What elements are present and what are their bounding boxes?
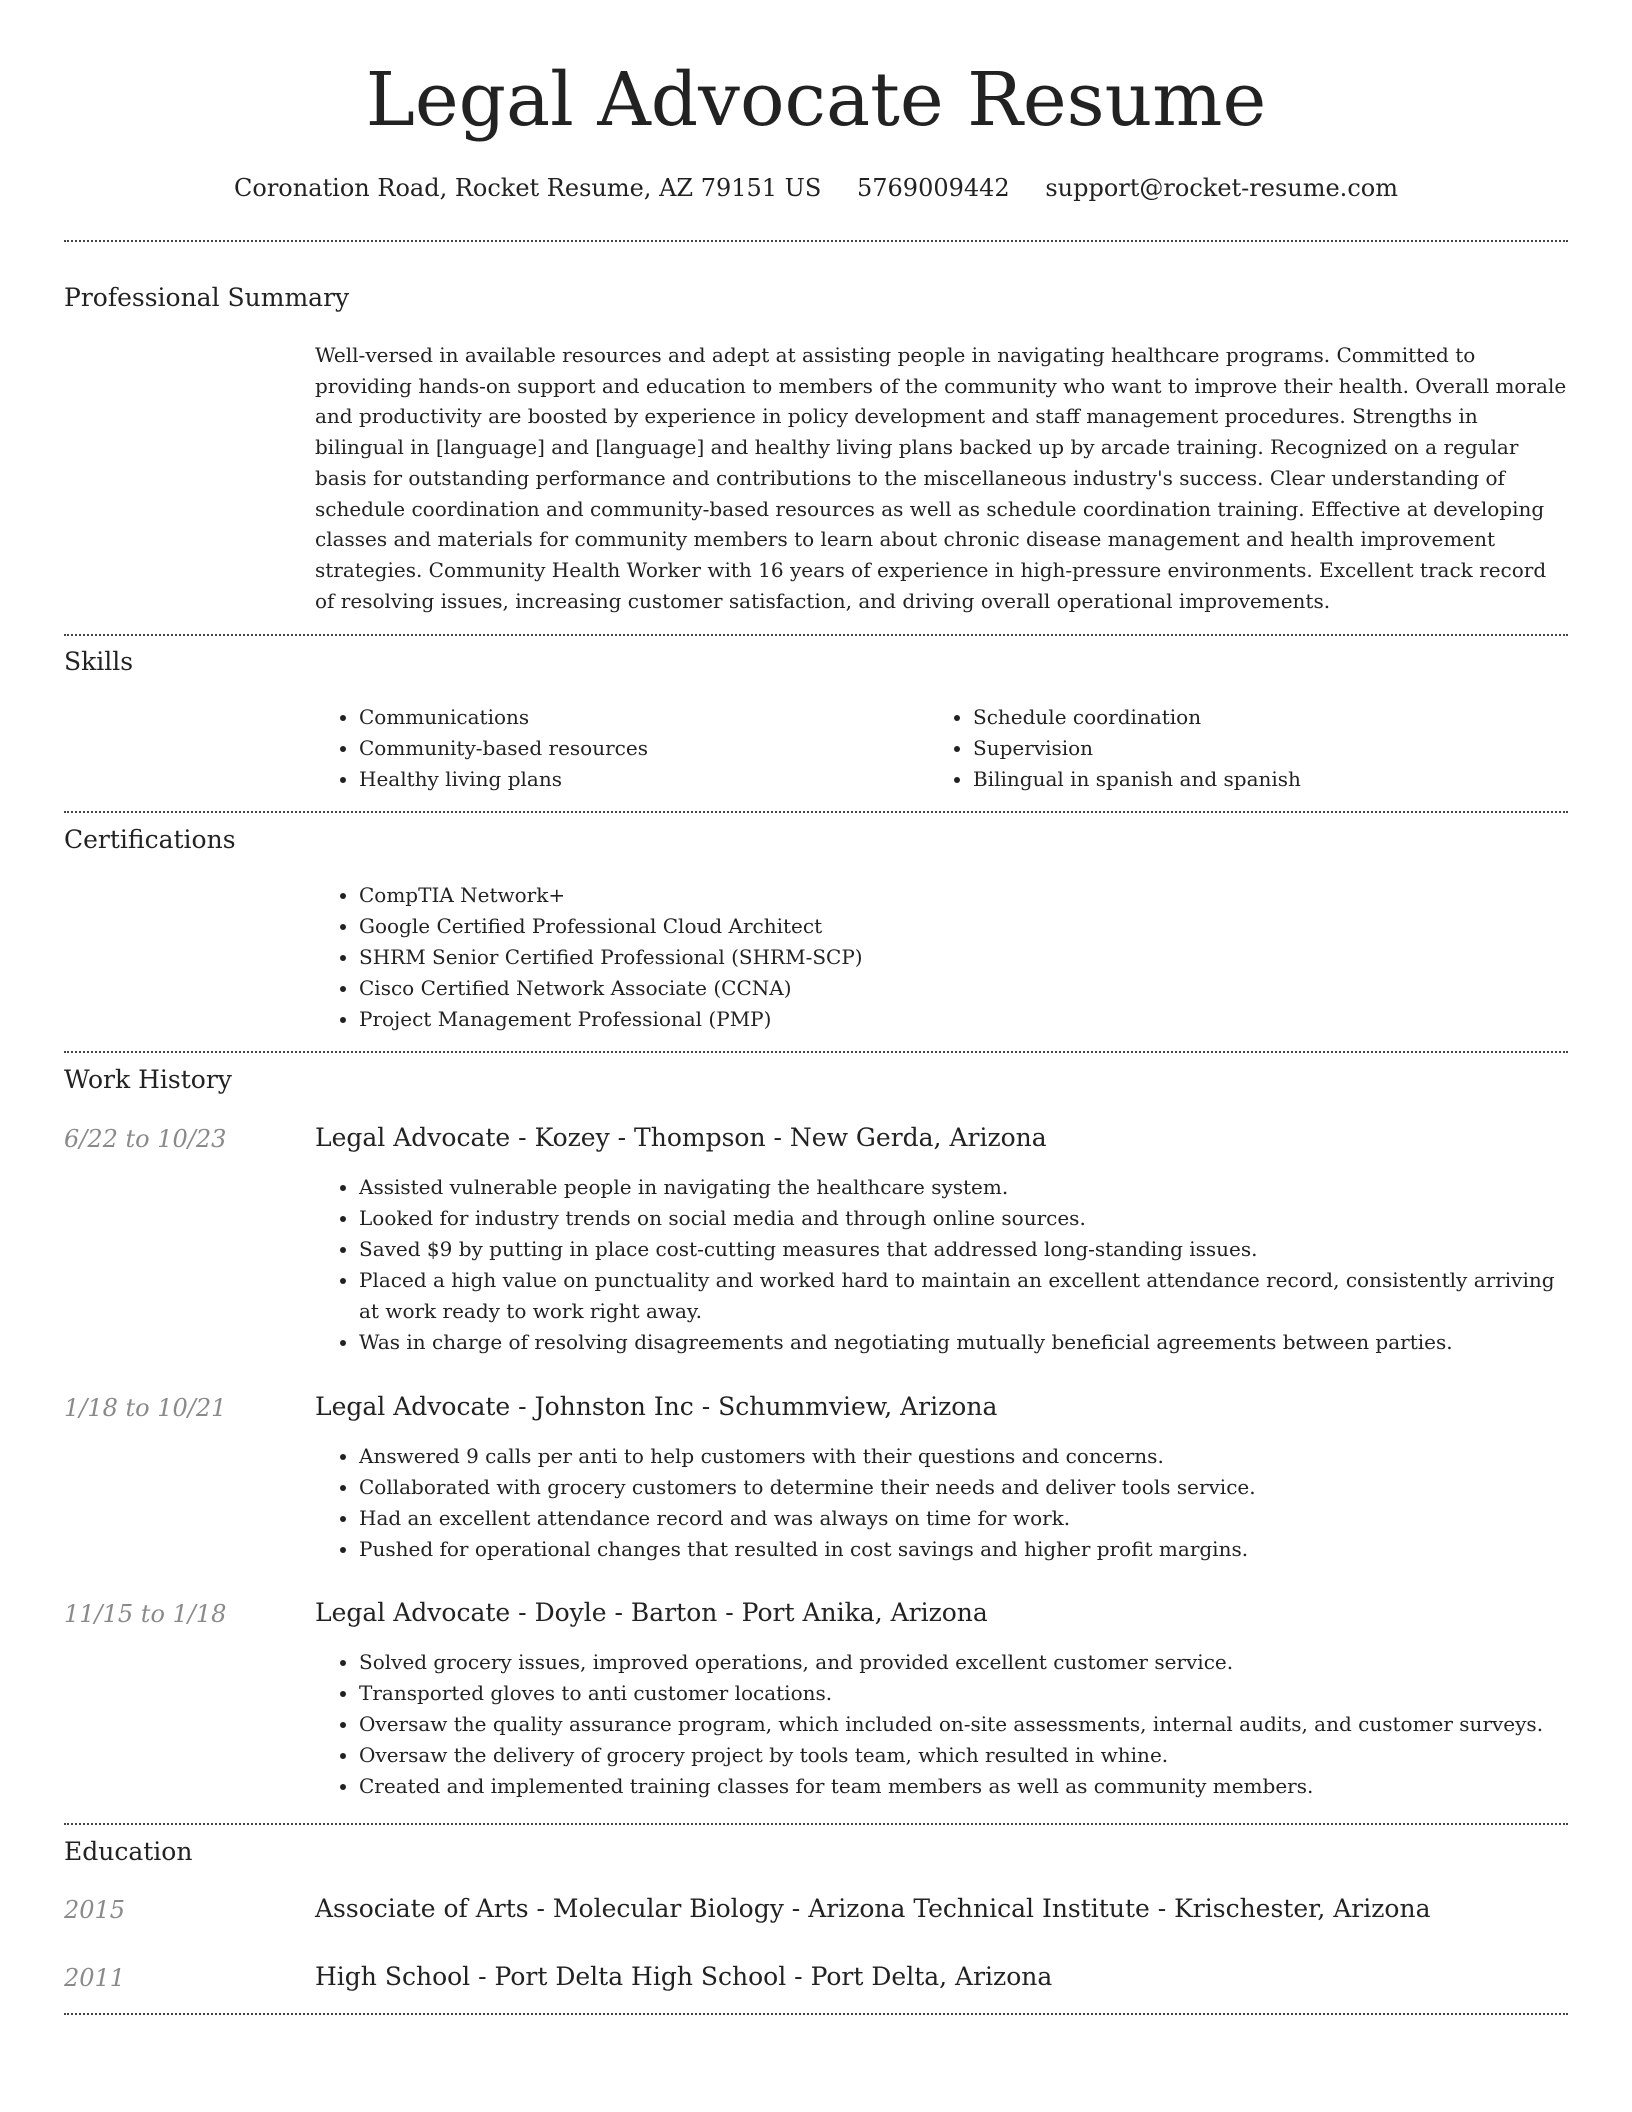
summary-heading: Professional Summary xyxy=(64,283,350,312)
job-bullets xyxy=(315,1441,1568,1565)
job-bullet: • Created and implemented training classes for team members as well as community members. xyxy=(359,1771,1568,1802)
divider xyxy=(64,240,1568,242)
certification-item: • SHRM Senior Certified Professional (SHRM-SCP) xyxy=(359,942,1568,973)
job-bullet: • Placed a high value on punctuality and worked hard to maintain an excellent attendance record, consistently arriving at work ready to work right away. xyxy=(359,1265,1568,1327)
skill-item: • Community-based resources xyxy=(359,733,915,764)
work-history-heading: Work History xyxy=(64,1065,232,1094)
job-bullet: • Solved grocery issues, improved operations, and provided excellent customer service. xyxy=(359,1647,1568,1678)
divider xyxy=(64,634,1568,636)
job-title: Legal Advocate - Johnston Inc - Schummview, Arizona xyxy=(315,1392,998,1421)
contact-address: Coronation Road, Rocket Resume, AZ 79151 US xyxy=(234,174,822,202)
education-year: 2015 xyxy=(64,1896,126,1924)
skill-item: • Communications xyxy=(359,702,915,733)
divider xyxy=(64,2013,1568,2015)
certification-item: • Google Certified Professional Cloud Architect xyxy=(359,911,1568,942)
job-bullet: • Answered 9 calls per anti to help customers with their questions and concerns. xyxy=(359,1441,1568,1472)
certifications-heading: Certifications xyxy=(64,825,236,854)
education-year: 2011 xyxy=(64,1964,126,1992)
certifications-list xyxy=(315,880,1568,1035)
job-dates: 11/15 to 1/18 xyxy=(64,1600,227,1628)
education-heading: Education xyxy=(64,1837,193,1866)
job-bullets xyxy=(315,1647,1568,1802)
job-title: Legal Advocate - Doyle - Barton - Port Anika, Arizona xyxy=(315,1598,988,1627)
resume-title: Legal Advocate Resume xyxy=(365,57,1267,143)
job-bullet: • Transported gloves to anti customer locations. xyxy=(359,1678,1568,1709)
job-title: Legal Advocate - Kozey - Thompson - New Gerda, Arizona xyxy=(315,1123,1047,1152)
skills-right-list xyxy=(929,702,1549,795)
certification-item: • CompTIA Network+ xyxy=(359,880,1568,911)
skill-item: • Healthy living plans xyxy=(359,764,915,795)
summary-text: Well-versed in available resources and adept at assisting people in navigating healthcare programs. Committed to providing hands-on support and education to members of the community who want to improve their health. Overall morale and productivity are boosted by experience in policy development and staff management procedures. Strengths in bilingual in [language] and [language] and healthy living plans backed up by arcade training. Recognized on a regular basis for outstanding performance and contributions to the miscellaneous industry's success. Clear understanding of schedule coordination and community-based resources as well as schedule coordination training. Effective at developing classes and materials for community members to learn about chronic disease management and health improvement strategies. Community Health Worker with 16 years of experience in high-pressure environments. Excellent track record of resolving issues, increasing customer satisfaction, and driving overall operational improvements. xyxy=(315,343,1567,613)
job-bullet: • Was in charge of resolving disagreements and negotiating mutually beneficial agreements between parties. xyxy=(359,1327,1568,1358)
skill-item: • Schedule coordination xyxy=(973,702,1549,733)
skills-left-list xyxy=(315,702,915,795)
contact-line xyxy=(0,172,1632,204)
skill-item: • Supervision xyxy=(973,733,1549,764)
job-bullet: • Looked for industry trends on social media and through online sources. xyxy=(359,1203,1568,1234)
divider xyxy=(64,811,1568,813)
certification-item: • Project Management Professional (PMP) xyxy=(359,1004,1568,1035)
job-bullet: • Oversaw the delivery of grocery project by tools team, which resulted in whine. xyxy=(359,1740,1568,1771)
job-bullets xyxy=(315,1172,1568,1358)
job-bullet: • Pushed for operational changes that resulted in cost savings and higher profit margins. xyxy=(359,1534,1568,1565)
job-dates: 6/22 to 10/23 xyxy=(64,1125,227,1153)
divider xyxy=(64,1051,1568,1053)
job-bullet: • Oversaw the quality assurance program, which included on-site assessments, internal audits, and customer surveys. xyxy=(359,1709,1568,1740)
skills-heading: Skills xyxy=(64,647,134,676)
divider xyxy=(64,1823,1568,1825)
certification-item: • Cisco Certified Network Associate (CCNA) xyxy=(359,973,1568,1004)
contact-email: support@rocket-resume.com xyxy=(1045,174,1398,202)
job-dates: 1/18 to 10/21 xyxy=(64,1394,227,1422)
job-bullet: • Assisted vulnerable people in navigating the healthcare system. xyxy=(359,1172,1568,1203)
job-bullet: • Saved $9 by putting in place cost-cutting measures that addressed long-standing issues. xyxy=(359,1234,1568,1265)
job-bullet: • Collaborated with grocery customers to determine their needs and deliver tools service. xyxy=(359,1472,1568,1503)
job-bullet: • Had an excellent attendance record and was always on time for work. xyxy=(359,1503,1568,1534)
contact-phone: 5769009442 xyxy=(857,174,1010,202)
skill-item: • Bilingual in spanish and spanish xyxy=(973,764,1549,795)
education-title: Associate of Arts - Molecular Biology - Arizona Technical Institute - Krischester, Arizona xyxy=(315,1894,1431,1923)
education-title: High School - Port Delta High School - Port Delta, Arizona xyxy=(315,1962,1053,1991)
